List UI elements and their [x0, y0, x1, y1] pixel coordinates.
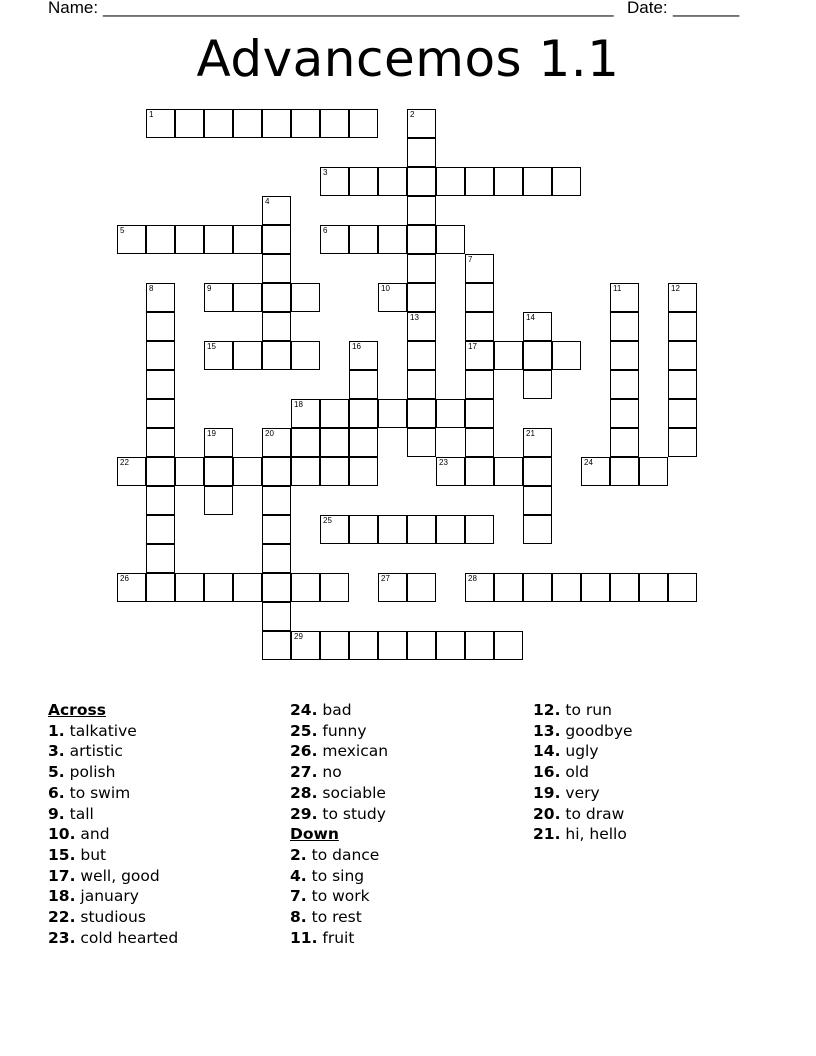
- grid-cell[interactable]: [610, 457, 639, 486]
- grid-cell[interactable]: [436, 457, 465, 486]
- clue-item-number: 9.: [48, 804, 65, 823]
- grid-cell[interactable]: [494, 457, 523, 486]
- clue-number: 21: [526, 429, 535, 438]
- grid-cell[interactable]: [465, 399, 494, 428]
- grid-cell[interactable]: [610, 283, 639, 312]
- grid-cell[interactable]: [204, 457, 233, 486]
- down-heading: Down: [290, 825, 339, 844]
- grid-cell[interactable]: [320, 399, 349, 428]
- grid-cell[interactable]: [407, 167, 436, 196]
- clue-item: [290, 866, 530, 887]
- clue-item-number: 24.: [290, 701, 318, 719]
- grid-cell[interactable]: [175, 457, 204, 486]
- grid-cell[interactable]: [407, 283, 436, 312]
- grid-cell[interactable]: [349, 428, 378, 457]
- clue-item-text: no: [317, 763, 342, 782]
- clue-number: 8: [149, 284, 154, 293]
- grid-cell[interactable]: [262, 573, 291, 602]
- across-heading: Across: [48, 701, 106, 719]
- clue-item-text: talkative: [64, 721, 137, 740]
- grid-cell[interactable]: [233, 225, 262, 254]
- grid-cell[interactable]: [204, 283, 233, 312]
- clue-number: 23: [439, 458, 448, 467]
- grid-cell[interactable]: [146, 544, 175, 573]
- grid-cell[interactable]: [610, 428, 639, 457]
- grid-cell[interactable]: [436, 399, 465, 428]
- clue-item-text: polish: [64, 763, 116, 782]
- clue-item-number: 29.: [290, 804, 318, 823]
- grid-cell[interactable]: [610, 573, 639, 602]
- clue-number: 10: [381, 284, 390, 293]
- grid-cell[interactable]: [204, 225, 233, 254]
- clue-item-number: 17.: [48, 866, 76, 885]
- grid-cell[interactable]: [349, 341, 378, 370]
- grid-cell[interactable]: [465, 573, 494, 602]
- grid-cell[interactable]: [262, 109, 291, 138]
- grid-cell[interactable]: [581, 573, 610, 602]
- clue-item-number: 21.: [533, 825, 561, 844]
- grid-cell[interactable]: [668, 370, 697, 399]
- grid-cell[interactable]: [262, 428, 291, 457]
- clue-item-text: january: [75, 887, 139, 906]
- grid-cell[interactable]: [349, 399, 378, 428]
- grid-cell[interactable]: [291, 283, 320, 312]
- grid-cell[interactable]: [233, 341, 262, 370]
- clue-number: 4: [265, 197, 270, 206]
- clue-number: 25: [323, 516, 332, 525]
- clue-number: 27: [381, 574, 390, 583]
- name-blank-line[interactable]: ______________________________________________________: [103, 0, 614, 17]
- clue-number: 12: [671, 284, 680, 293]
- grid-cell[interactable]: [262, 515, 291, 544]
- clue-item: [290, 886, 530, 907]
- grid-cell[interactable]: [320, 515, 349, 544]
- grid-cell[interactable]: [291, 399, 320, 428]
- grid-cell[interactable]: [233, 109, 262, 138]
- clue-item-number: 20.: [533, 804, 561, 823]
- grid-cell[interactable]: [117, 225, 146, 254]
- grid-cell[interactable]: [146, 341, 175, 370]
- grid-cell[interactable]: [668, 573, 697, 602]
- grid-cell[interactable]: [668, 399, 697, 428]
- grid-cell[interactable]: [233, 283, 262, 312]
- clue-item-text: ugly: [560, 742, 599, 761]
- grid-cell[interactable]: [378, 225, 407, 254]
- grid-cell[interactable]: [204, 109, 233, 138]
- clue-item: [533, 762, 773, 783]
- clue-item-text: but: [75, 845, 107, 864]
- grid-cell[interactable]: [465, 515, 494, 544]
- grid-cell[interactable]: [117, 457, 146, 486]
- clue-item-number: 28.: [290, 783, 318, 802]
- grid-cell[interactable]: [262, 457, 291, 486]
- clue-item-text: bad: [317, 701, 352, 719]
- grid-cell[interactable]: [204, 486, 233, 515]
- grid-cell[interactable]: [378, 515, 407, 544]
- clue-item-text: mexican: [317, 742, 389, 761]
- grid-cell[interactable]: [262, 631, 291, 660]
- clue-column-1: [48, 700, 288, 948]
- grid-cell[interactable]: [407, 312, 436, 341]
- clue-item-number: 14.: [533, 742, 561, 761]
- clue-number: 16: [352, 342, 361, 351]
- clue-item: [48, 907, 288, 928]
- grid-cell[interactable]: [407, 196, 436, 225]
- clue-item: [48, 824, 288, 845]
- page-title: Advancemos 1.1: [196, 30, 620, 88]
- grid-cell[interactable]: [262, 341, 291, 370]
- clue-number: 29: [294, 632, 303, 641]
- clue-number: 19: [207, 429, 216, 438]
- grid-cell[interactable]: [407, 428, 436, 457]
- clue-item: [533, 804, 773, 825]
- grid-cell[interactable]: [610, 399, 639, 428]
- grid-cell[interactable]: [523, 370, 552, 399]
- clue-item-text: hi, hello: [560, 825, 627, 844]
- clue-item-number: 8.: [290, 908, 307, 927]
- grid-cell[interactable]: [349, 457, 378, 486]
- clue-number: 1: [149, 110, 154, 119]
- grid-cell[interactable]: [523, 312, 552, 341]
- clue-item-number: 4.: [290, 866, 307, 885]
- clue-item: [48, 804, 288, 825]
- grid-cell[interactable]: [407, 573, 436, 602]
- grid-cell[interactable]: [465, 631, 494, 660]
- grid-cell[interactable]: [436, 631, 465, 660]
- grid-cell[interactable]: [523, 428, 552, 457]
- grid-cell[interactable]: [523, 341, 552, 370]
- grid-cell[interactable]: [407, 341, 436, 370]
- grid-cell[interactable]: [407, 370, 436, 399]
- grid-cell[interactable]: [291, 457, 320, 486]
- grid-cell[interactable]: [407, 225, 436, 254]
- clue-item-text: and: [75, 825, 110, 844]
- grid-cell[interactable]: [581, 457, 610, 486]
- clue-item-text: to work: [306, 887, 370, 906]
- clue-item: [48, 866, 288, 887]
- clue-item-number: 23.: [48, 928, 76, 947]
- clue-number: 20: [265, 429, 274, 438]
- grid-cell[interactable]: [378, 283, 407, 312]
- grid-cell[interactable]: [436, 515, 465, 544]
- clue-number: 22: [120, 458, 129, 467]
- grid-cell[interactable]: [378, 631, 407, 660]
- clue-number: 24: [584, 458, 593, 467]
- grid-cell[interactable]: [146, 370, 175, 399]
- grid-cell[interactable]: [407, 109, 436, 138]
- clue-item-text: to sing: [306, 866, 365, 885]
- clue-item: [533, 783, 773, 804]
- clue-item: [290, 804, 530, 825]
- grid-cell[interactable]: [465, 254, 494, 283]
- grid-cell[interactable]: [146, 486, 175, 515]
- clue-item-number: 22.: [48, 908, 76, 927]
- grid-cell[interactable]: [494, 341, 523, 370]
- grid-cell[interactable]: [204, 573, 233, 602]
- clue-item-number: 19.: [533, 783, 561, 802]
- clue-number: 7: [468, 255, 473, 264]
- clue-number: 3: [323, 168, 328, 177]
- grid-cell[interactable]: [610, 341, 639, 370]
- clue-item-text: to rest: [306, 908, 362, 927]
- clue-item-text: to study: [317, 804, 386, 823]
- grid-cell[interactable]: [204, 341, 233, 370]
- clue-item-text: to draw: [560, 804, 625, 823]
- clue-number: 28: [468, 574, 477, 583]
- clue-item-text: goodbye: [560, 721, 633, 740]
- grid-cell[interactable]: [146, 515, 175, 544]
- grid-cell[interactable]: [494, 167, 523, 196]
- clue-item: [48, 783, 288, 804]
- grid-cell[interactable]: [349, 109, 378, 138]
- grid-cell[interactable]: [117, 573, 146, 602]
- clue-item-text: studious: [75, 908, 146, 927]
- clue-item: [533, 721, 773, 742]
- clue-item: [48, 886, 288, 907]
- clue-item: [290, 928, 530, 949]
- grid-cell[interactable]: [523, 486, 552, 515]
- grid-cell[interactable]: [175, 109, 204, 138]
- grid-cell[interactable]: [291, 109, 320, 138]
- grid-cell[interactable]: [610, 312, 639, 341]
- grid-cell[interactable]: [407, 254, 436, 283]
- grid-cell[interactable]: [668, 428, 697, 457]
- grid-cell[interactable]: [494, 631, 523, 660]
- clue-item: [290, 741, 530, 762]
- clue-item-text: to swim: [64, 783, 131, 802]
- clue-item-number: 27.: [290, 763, 318, 782]
- clue-column-3: [533, 700, 773, 845]
- grid-cell[interactable]: [146, 225, 175, 254]
- clue-item-text: very: [560, 783, 600, 802]
- clue-item: [48, 721, 288, 742]
- clue-number: 11: [613, 284, 622, 293]
- grid-cell[interactable]: [407, 631, 436, 660]
- clue-item: [48, 741, 288, 762]
- grid-cell[interactable]: [320, 428, 349, 457]
- grid-cell[interactable]: [465, 283, 494, 312]
- grid-cell[interactable]: [378, 573, 407, 602]
- name-label: Name:: [48, 0, 99, 17]
- clue-item-number: 6.: [48, 783, 65, 802]
- grid-cell[interactable]: [262, 312, 291, 341]
- clue-item: [290, 721, 530, 742]
- clue-item-number: 25.: [290, 721, 318, 740]
- grid-cell[interactable]: [407, 515, 436, 544]
- clue-item: [533, 741, 773, 762]
- grid-cell[interactable]: [262, 225, 291, 254]
- grid-cell[interactable]: [523, 515, 552, 544]
- clue-number: 18: [294, 400, 303, 409]
- grid-cell[interactable]: [610, 370, 639, 399]
- clue-item: [290, 907, 530, 928]
- grid-cell[interactable]: [146, 399, 175, 428]
- grid-cell[interactable]: [349, 167, 378, 196]
- clue-item: [533, 824, 773, 845]
- grid-cell[interactable]: [262, 283, 291, 312]
- grid-cell[interactable]: [378, 167, 407, 196]
- grid-cell[interactable]: [146, 312, 175, 341]
- grid-cell[interactable]: [436, 167, 465, 196]
- grid-cell[interactable]: [552, 167, 581, 196]
- grid-cell[interactable]: [668, 341, 697, 370]
- grid-cell[interactable]: [233, 573, 262, 602]
- clue-item-number: 3.: [48, 742, 65, 761]
- clue-item-text: fruit: [317, 928, 355, 947]
- clue-number: 6: [323, 226, 328, 235]
- clue-item-number: 18.: [48, 887, 76, 906]
- grid-cell[interactable]: [320, 457, 349, 486]
- clue-number: 15: [207, 342, 216, 351]
- clue-item: [48, 762, 288, 783]
- grid-cell[interactable]: [146, 457, 175, 486]
- clue-item: [290, 845, 530, 866]
- grid-cell[interactable]: [146, 109, 175, 138]
- grid-cell[interactable]: [668, 283, 697, 312]
- grid-cell[interactable]: [320, 573, 349, 602]
- grid-cell[interactable]: [668, 312, 697, 341]
- clue-item-number: 16.: [533, 763, 561, 782]
- clue-item-text: old: [560, 763, 590, 782]
- grid-cell[interactable]: [262, 196, 291, 225]
- grid-cell[interactable]: [465, 312, 494, 341]
- grid-cell[interactable]: [349, 515, 378, 544]
- clue-number: 13: [410, 313, 419, 322]
- grid-cell[interactable]: [523, 573, 552, 602]
- grid-cell[interactable]: [465, 341, 494, 370]
- grid-cell[interactable]: [523, 167, 552, 196]
- grid-cell[interactable]: [349, 631, 378, 660]
- clue-item-number: 13.: [533, 721, 561, 740]
- clue-number: 9: [207, 284, 212, 293]
- clue-item: [290, 700, 530, 721]
- grid-cell[interactable]: [146, 573, 175, 602]
- clue-column-2: [290, 700, 530, 948]
- clue-item-text: funny: [317, 721, 367, 740]
- grid-cell[interactable]: [639, 457, 668, 486]
- grid-cell[interactable]: [262, 602, 291, 631]
- clue-item-text: to dance: [306, 845, 380, 864]
- clue-item-text: well, good: [75, 866, 160, 885]
- grid-cell[interactable]: [465, 370, 494, 399]
- grid-cell[interactable]: [291, 573, 320, 602]
- clue-item-number: 12.: [533, 701, 561, 719]
- clue-number: 14: [526, 313, 535, 322]
- clue-item-text: to run: [560, 701, 612, 719]
- grid-cell[interactable]: [146, 283, 175, 312]
- grid-cell[interactable]: [291, 631, 320, 660]
- grid-cell[interactable]: [552, 573, 581, 602]
- clue-item-number: 2.: [290, 845, 307, 864]
- clue-item: [290, 783, 530, 804]
- clue-item-text: artistic: [64, 742, 123, 761]
- grid-cell[interactable]: [407, 399, 436, 428]
- clue-item-number: 11.: [290, 928, 318, 947]
- date-blank-line[interactable]: _______: [673, 0, 740, 17]
- grid-cell[interactable]: [262, 486, 291, 515]
- grid-cell[interactable]: [262, 254, 291, 283]
- grid-cell[interactable]: [349, 225, 378, 254]
- grid-cell[interactable]: [494, 573, 523, 602]
- grid-cell[interactable]: [407, 138, 436, 167]
- grid-cell[interactable]: [639, 573, 668, 602]
- date-label: Date:: [627, 0, 668, 17]
- clue-item-text: tall: [64, 804, 94, 823]
- grid-cell[interactable]: [175, 225, 204, 254]
- grid-cell[interactable]: [465, 457, 494, 486]
- grid-cell[interactable]: [320, 631, 349, 660]
- clue-number: 5: [120, 226, 125, 235]
- clue-item-number: 10.: [48, 825, 76, 844]
- clue-number: 2: [410, 110, 415, 119]
- grid-cell[interactable]: [291, 341, 320, 370]
- grid-cell[interactable]: [320, 167, 349, 196]
- grid-cell[interactable]: [204, 428, 233, 457]
- clue-item-text: cold hearted: [75, 928, 179, 947]
- clue-item-number: 1.: [48, 721, 65, 740]
- grid-cell[interactable]: [146, 428, 175, 457]
- clue-item-number: 15.: [48, 845, 76, 864]
- grid-cell[interactable]: [552, 341, 581, 370]
- grid-cell[interactable]: [378, 399, 407, 428]
- grid-cell[interactable]: [233, 457, 262, 486]
- clue-item-number: 5.: [48, 763, 65, 782]
- clue-item: [48, 928, 288, 949]
- clue-item: [48, 845, 288, 866]
- grid-cell[interactable]: [465, 167, 494, 196]
- clue-item-number: 26.: [290, 742, 318, 761]
- clue-number: 17: [468, 342, 477, 351]
- grid-cell[interactable]: [523, 457, 552, 486]
- clue-number: 26: [120, 574, 129, 583]
- grid-cell[interactable]: [349, 370, 378, 399]
- grid-cell[interactable]: [320, 109, 349, 138]
- grid-cell[interactable]: [175, 573, 204, 602]
- clue-item-text: sociable: [317, 783, 386, 802]
- grid-cell[interactable]: [465, 428, 494, 457]
- grid-cell[interactable]: [320, 225, 349, 254]
- clue-item-number: 7.: [290, 887, 307, 906]
- clue-item: [533, 700, 773, 721]
- clue-item: [290, 762, 530, 783]
- grid-cell[interactable]: [262, 544, 291, 573]
- grid-cell[interactable]: [436, 225, 465, 254]
- grid-cell[interactable]: [291, 428, 320, 457]
